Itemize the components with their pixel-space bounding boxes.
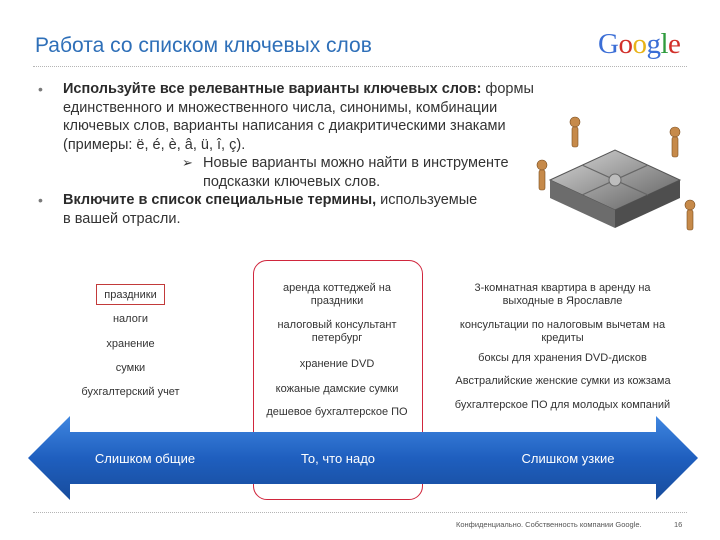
bullet-2 [38, 191, 558, 228]
bullet-1-bold: Используйте все релевантные варианты ключевых слов: [63, 81, 482, 97]
footer-confidential: Конфиденциально. Собственность компании Google. [456, 520, 642, 529]
keyword-right-2: консультации по налоговым вычетам на кредиты [459, 319, 666, 344]
bullet-2-text: используемые в вашей отрасли. [63, 192, 478, 227]
page-number: 16 [674, 520, 683, 529]
keyword-mid-2: налоговый консультант петербург [277, 319, 397, 344]
highlight-box-left [96, 284, 165, 305]
google-logo: Google [598, 28, 681, 60]
arrow-label-too-narrow: Слишком узкие [521, 451, 615, 466]
keyword-right-1: 3-комнатная квартира в аренду на выходные в Ярославле [474, 282, 651, 307]
keyword-left-2: налоги [112, 313, 148, 325]
arrow-label-too-general: Слишком общие [94, 451, 196, 466]
arrow-label-just-right: То, что надо [300, 451, 376, 466]
bullet-dot-icon: • [38, 81, 43, 97]
bullet-1-text: формы единственного и множественного числа, синонимы, комбинации ключевых слов, варианты написания с диакритическими знаками (примеры: ë, é, è, â, ü, î, ç). [63, 81, 534, 153]
keyword-mid-5: дешевое бухгалтерское ПО [266, 406, 408, 418]
keyword-mid-4: кожаные дамские сумки [275, 383, 399, 395]
keyword-mid-1: аренда коттеджей на праздники [283, 282, 391, 307]
slide-title: Работа со списком ключевых слов [35, 34, 372, 57]
keyword-mid-3: хранение DVD [299, 358, 375, 370]
keyword-right-5: бухгалтерское ПО для молодых компаний [454, 399, 671, 411]
bullet-list [38, 80, 558, 228]
footer-divider [33, 512, 687, 513]
keyword-left-1: праздники [104, 289, 157, 301]
arrow-bullet-icon: ➢ [182, 155, 193, 170]
keyword-left-4: сумки [115, 362, 146, 374]
bullet-1 [38, 80, 558, 154]
keyword-left-5: бухгалтерский учет [81, 386, 180, 398]
sub-bullet-1 [38, 154, 558, 191]
bullet-dot-icon: • [38, 192, 43, 208]
puzzle-figures-image [530, 110, 700, 245]
bullet-2-bold: Включите в список специальные термины, [63, 192, 377, 208]
sub-bullet-1-text: Новые варианты можно найти в инструменте подсказки ключевых слов. [203, 155, 509, 190]
header-divider [33, 66, 687, 67]
keyword-right-4: Австралийские женские сумки из кожзама [455, 375, 671, 387]
keyword-left-3: хранение [106, 338, 155, 350]
keyword-right-3: боксы для хранения DVD-дисков [478, 352, 647, 364]
